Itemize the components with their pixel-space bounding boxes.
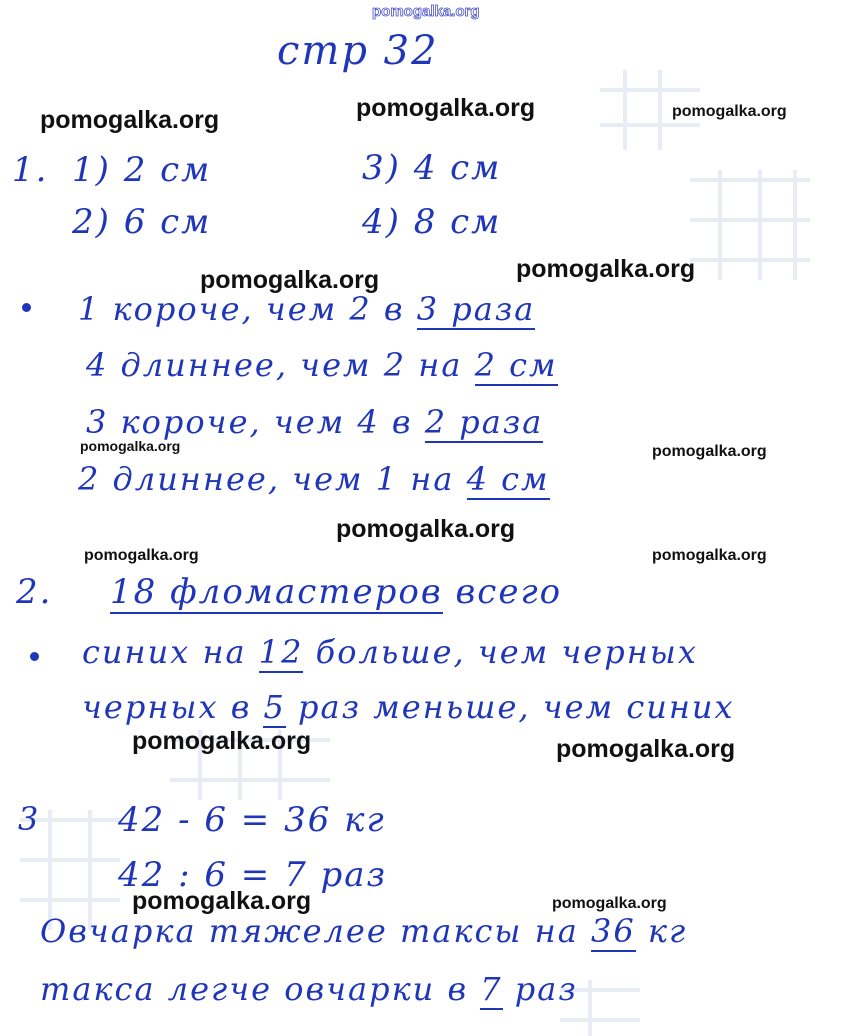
line-text: Овчарка тяжелее таксы на [40, 912, 579, 950]
line-text: больше, чем черных [315, 633, 698, 671]
task1-line-4 [78, 460, 550, 498]
watermark: pomogalka.org [40, 106, 220, 134]
task3-line-2 [40, 970, 578, 1008]
task1-answer-3: 3) 4 см [362, 148, 502, 188]
task2-line-3 [82, 688, 735, 726]
task3-equation-2: 42 : 6 = 7 раз [118, 855, 388, 895]
watermark: pomogalka.org [356, 94, 536, 122]
line-answer: 2 раза [424, 403, 544, 441]
line-answer: 36 [590, 912, 636, 950]
task1-answer-1: 1) 2 см [72, 150, 212, 190]
task3-line-1 [40, 912, 687, 950]
line-answer: 7 [480, 970, 503, 1008]
task2-line-2 [82, 633, 698, 671]
watermark: pomogalka.org [652, 443, 767, 460]
line-text: черных в [82, 688, 252, 726]
watermark: pomogalka.org [132, 727, 312, 755]
line-answer: 3 раза [416, 290, 536, 328]
watermark: pomogalka.org [80, 438, 181, 454]
watermark: pomogalka.org [552, 895, 667, 912]
task1-line-1 [78, 290, 535, 328]
watermark: pomogalka.org [652, 547, 767, 564]
watermark: pomogalka.org [516, 255, 696, 283]
watermark: pomogalka.org [132, 887, 312, 915]
task2-line-1 [110, 572, 562, 612]
top-watermark: pomogalka.org [372, 3, 480, 20]
line-text: раз [514, 970, 578, 1008]
line-answer: 5 [263, 688, 286, 726]
task1-number: 1. [12, 150, 49, 190]
watermark: pomogalka.org [672, 103, 787, 120]
line-text: 2 длиннее, чем 1 на [78, 460, 455, 498]
watermark: pomogalka.org [200, 266, 380, 294]
line-answer: 2 см [474, 346, 558, 384]
watermark: pomogalka.org [336, 515, 516, 543]
line-text: всего [455, 572, 563, 612]
line-text: 3 короче, чем 4 в [86, 403, 413, 441]
page-header: стр 32 [277, 28, 439, 74]
line-text: кг [647, 912, 688, 950]
bullet-mark [30, 652, 39, 661]
task1-answer-2: 2) 6 см [72, 202, 212, 242]
task2-number: 2. [16, 572, 53, 612]
task3-equation-1: 42 - 6 = 36 кг [118, 800, 386, 840]
line-answer: 12 [258, 633, 304, 671]
line-text: раз меньше, чем синих [298, 688, 735, 726]
task3-number: 3 [18, 800, 41, 838]
line-text: синих на [82, 633, 247, 671]
task1-answer-4: 4) 8 см [362, 202, 502, 242]
line-text: 4 длиннее, чем 2 на [86, 346, 463, 384]
line-answer: 4 см [466, 460, 550, 498]
bullet-mark [22, 303, 31, 312]
line-text: такса легче овчарки в [40, 970, 469, 1008]
task1-line-3 [86, 403, 543, 441]
watermark: pomogalka.org [556, 735, 736, 763]
line-answer: 18 фломастеров [110, 572, 443, 612]
watermark: pomogalka.org [84, 547, 199, 564]
task1-line-2 [86, 346, 558, 384]
line-text: 1 короче, чем 2 в [78, 290, 405, 328]
